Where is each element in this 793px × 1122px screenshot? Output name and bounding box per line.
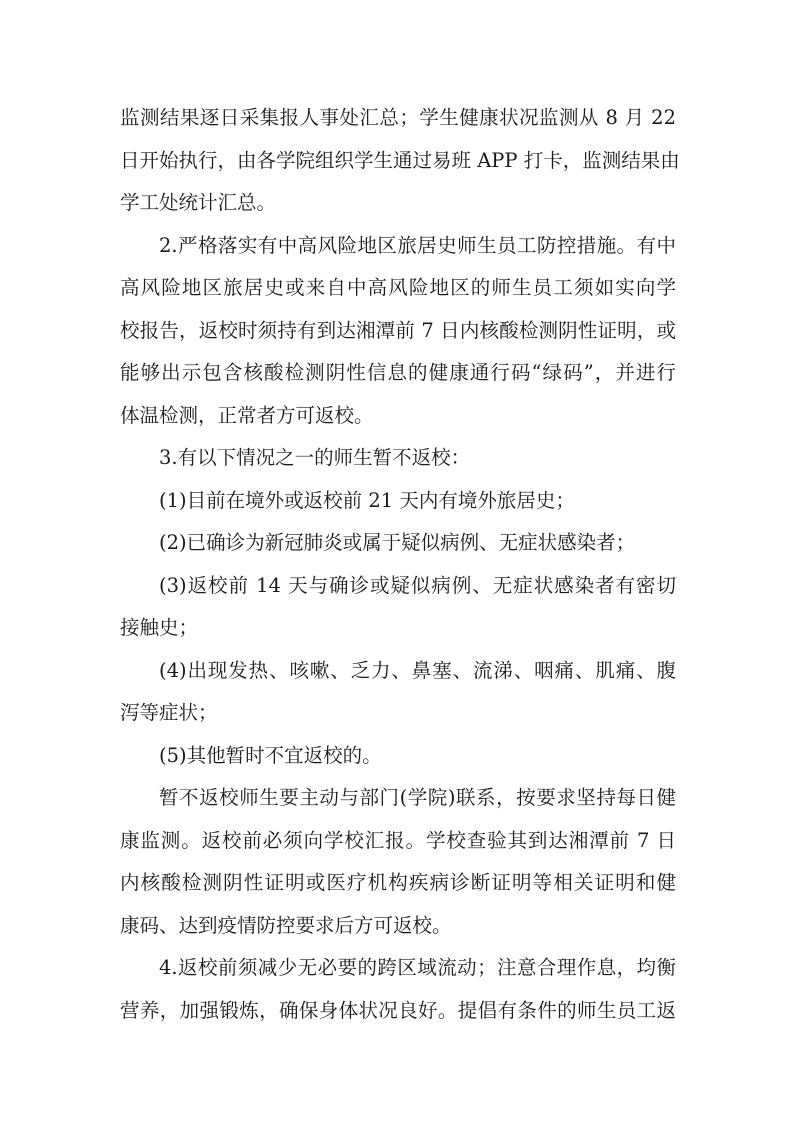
text-line: 3.有以下情况之一的师生暂不返校： bbox=[159, 446, 471, 469]
text-line: 体温检测，正常者方可返校。 bbox=[120, 403, 374, 427]
text-line: 接触史； bbox=[120, 616, 199, 639]
text-line: 学工处统计汇总。 bbox=[120, 191, 277, 214]
text-line: (4)出现发热、咳嗽、乏力、鼻塞、流涕、咽痛、肌痛、腹 bbox=[159, 658, 676, 682]
text-line: (1)目前在境外或返校前 21 天内有境外旅居史； bbox=[159, 488, 575, 512]
text-line: (3)返校前 14 天与确诊或疑似病例、无症状感染者有密切 bbox=[159, 573, 676, 597]
text-line: 康码、达到疫情防控要求后方可返校。 bbox=[120, 913, 452, 937]
text-line: 内核酸检测阴性证明或医疗机构疾病诊断证明等相关证明和健 bbox=[120, 871, 676, 894]
text-line: 监测结果逐日采集报人事处汇总；学生健康状况监测从 8 月 22 bbox=[120, 106, 676, 129]
text-line: 能够出示包含核酸检测阴性信息的健康通行码“绿码”，并进行 bbox=[120, 361, 676, 384]
text-line: 4.返校前须减少无必要的跨区域流动；注意合理作息，均衡 bbox=[159, 956, 676, 979]
text-line: 高风险地区旅居史或来自中高风险地区的师生员工须如实向学 bbox=[120, 276, 676, 299]
text-line: 康监测。返校前必须向学校汇报。学校查验其到达湘潭前 7 日 bbox=[120, 828, 676, 852]
text-line: 营养，加强锻炼，确保身体状况良好。提倡有条件的师生员工返 bbox=[120, 998, 676, 1022]
document-body bbox=[120, 97, 680, 1032]
text-line: 泻等症状； bbox=[120, 701, 218, 724]
text-line: 2.严格落实有中高风险地区旅居史师生员工防控措施。有中 bbox=[159, 233, 676, 257]
text-line: (5)其他暂时不宜返校的。 bbox=[159, 743, 382, 767]
text-line: 校报告，返校时须持有到达湘潭前 7 日内核酸检测阴性证明，或 bbox=[120, 318, 676, 342]
text-line: 日开始执行，由各学院组织学生通过易班 APP 打卡，监测结果由 bbox=[120, 148, 680, 172]
text-line: (2)已确诊为新冠肺炎或属于疑似病例、无症状感染者； bbox=[159, 531, 636, 554]
text-line: 暂不返校师生要主动与部门(学院)联系，按要求坚持每日健 bbox=[159, 786, 676, 809]
